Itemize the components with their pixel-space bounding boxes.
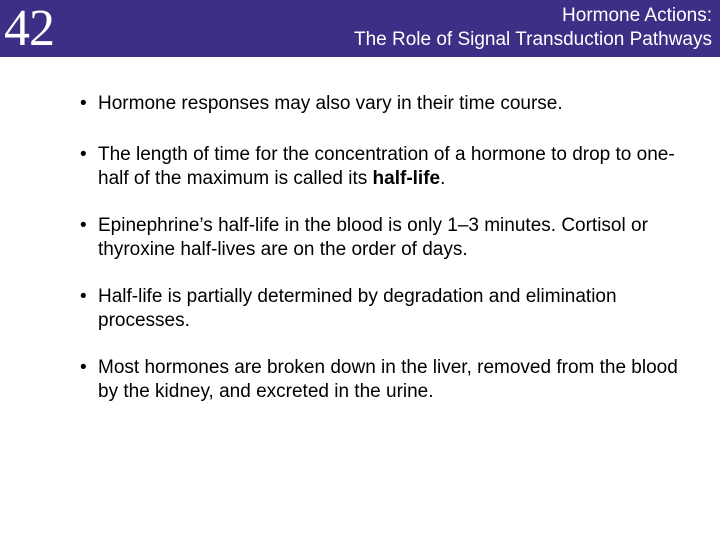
bullet-item [80, 214, 680, 262]
bullet-text: Hormone responses may also vary in their time course. [98, 93, 563, 114]
slide-title-line-1: Hormone Actions: [562, 5, 712, 26]
slide-number: 42 [4, 0, 54, 57]
bullet-text: The length of time for the concentration of a hormone to drop to one-half of the maximum is called its [98, 144, 675, 189]
bullet-item [80, 92, 680, 116]
slide-header [0, 0, 720, 57]
bullet-text-end: . [440, 168, 446, 189]
slide-title-line-2: The Role of Signal Transduction Pathways [353, 29, 712, 50]
bullet-list [80, 92, 680, 404]
bullet-item [80, 356, 680, 404]
bullet-text: Most hormones are broken down in the liver, removed from the blood by the kidney, and excreted in the urine. [98, 357, 678, 402]
slide-title [354, 4, 712, 52]
bullet-text: Half-life is partially determined by degradation and elimination processes. [98, 286, 617, 331]
half-life-term: half-life [372, 168, 441, 189]
bullet-item [80, 285, 680, 333]
bullet-text: Epinephrine’s half-life in the blood is only 1–3 minutes. Cortisol or thyroxine half-lives are on the order of days. [98, 215, 648, 260]
bullet-item [80, 143, 680, 191]
